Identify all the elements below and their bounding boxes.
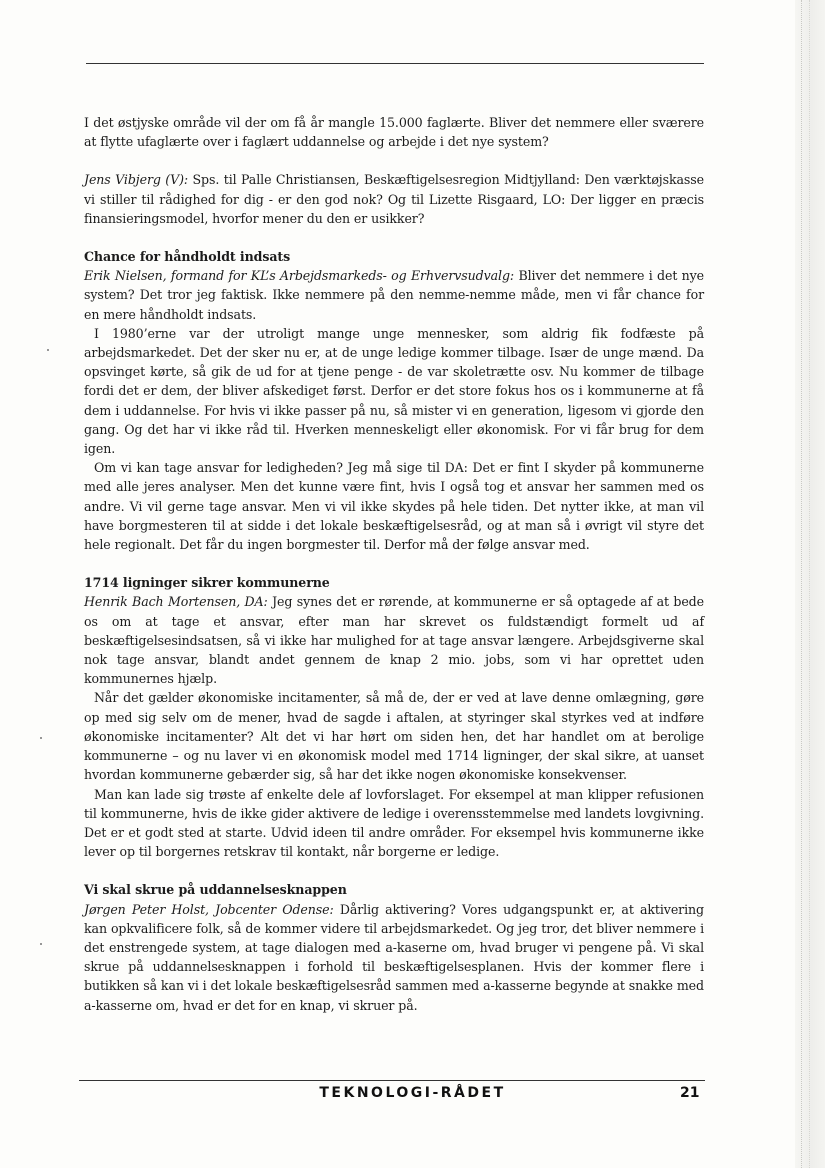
speaker-name: Jørgen Peter Holst, Jobcenter Odense: [84,901,334,917]
paragraph-text: I det østjyske område vil der om få år mangle 15.000 faglærte. Bliver det nemmere eller sværere at flytte ufaglærte over i faglært uddannelse og arbejde i det nye system? [84,115,704,150]
speaker-name: Jens Vibjerg (V): [84,172,189,188]
article-body [84,113,704,1015]
body-paragraph [84,458,704,554]
header-rule [86,63,704,64]
paragraph-text: Om vi kan tage ansvar for ledigheden? Jeg må sige til DA: Det er fint I skyder på kommunerne med alle jeres analyser. Men det kunne være fint, hvis I også tog et ansvar her sammen med os andre. Vi vil gerne tage ansvar. Men vi vil ikke skydes på hele tiden. Det nytter ikke, at man vil have borgmesteren til at sidde i det lokale beskæftigelsesråd, og at man så i øvrigt vil styre det hele regionalt. Det får du ingen borgmester til. Derfor må der følge ansvar med. [84,460,704,553]
paragraph-gap [84,151,704,170]
paragraph-text: Jeg synes det er rørende, at kommunerne er så optagede af at bede os om at tage et ansvar, efter man har skrevet os fuldstændigt formelt ud af beskæftigelsesindsatsen, så vi ikke har mulighed for at tage ansvar længere. Arbejdsgiverne skal nok tage ansvar, blandt andet gennem de knap 2 mio. jobs, som vi har oprettet uden kommunernes hjælp. [84,594,704,687]
scan-speck [47,349,49,351]
paragraph-gap [84,861,704,880]
body-paragraph [84,170,704,228]
body-paragraph [84,113,704,151]
scan-edge-line [809,0,810,1168]
paragraph-text: Når det gælder økonomiske incitamenter, så må de, der er ved at lave denne omlægning, gøre op med sig selv om de mener, hvad de sagde i aftalen, at styringer skal styrkes ved at indføre økonomiske incitamenter? Alt det vi har hørt om siden hen, det har handlet om at berolige kommunerne – og nu laver vi en økonomisk model med 1714 ligninger, der skal sikre, at uanset hvordan kommunerne gebærder sig, så har det ikke nogen økonomiske konsekvenser. [84,690,704,783]
paragraph-text: I 1980’erne var der utroligt mange unge mennesker, som aldrig fik fodfæste på arbejdsmarkedet. Det der sker nu er, at de unge ledige kommer tilbage. Især de unge mænd. Da opsvinget kørte, så gik de ud for at tjene penge - de var skoletrætte osv. Nu kommer de tilbage fordi det er dem, der bliver afskediget først. Derfor er det store fokus hos os i kommunerne at få dem i uddannelse. For hvis vi ikke passer på nu, så mister vi en generation, ligesom vi gjorde den gang. Og det har vi ikke råd til. Hverken menneskeligt eller økonomisk. For vi får brug for dem igen. [84,325,704,457]
speaker-name: Henrik Bach Mortensen, DA: [84,594,268,610]
paragraph-text: Man kan lade sig trøste af enkelte dele af lovforslaget. For eksempel at man klipper refusionen til kommunerne, hvis de ikke gider aktivere de ledige i overensstemmelse med landets lovgivning. Det er et godt sted at starte. Udvid ideen til andre områder. For eksempel hvis kommunerne ikke lever op til borgernes retskrav til kontakt, når borgerne er ledige. [84,786,704,860]
section-heading: Vi skal skrue på uddannelsesknappen [84,882,347,898]
paragraph-gap [84,554,704,573]
body-paragraph [84,900,704,1015]
scan-edge-line [801,0,802,1168]
scan-speck [40,943,42,945]
body-paragraph [84,785,704,862]
body-paragraph [84,324,704,458]
scan-margin-edge [795,0,825,1168]
scan-speck [40,737,42,739]
paragraph-text: Dårlig aktivering? Vores udgangspunkt er, at aktivering kan opkvalificere folk, så de kommer videre til arbejdsmarkedet. Og jeg tror, det bliver nemmere i det enstrengede system, at tage dialogen med a-kaserne om, hvad bruger vi pengene på. Vi skal skrue på uddannelsesknappen i forhold til beskæftigelsesplanen. Hvis der kommer flere i butikken så kan vi i det lokale beskæftigelsesråd sammen med a-kasserne begynde at snakke med a-kasserne om, hvad er det for en knap, vi skruer på. [84,901,704,1013]
paragraph-text: Bliver det nemmere i det nye system? Det tror jeg faktisk. Ikke nemmere på den nemme-nemme måde, men vi får chance for en mere håndholdt indsats. [84,268,705,322]
speaker-name: Erik Nielsen, formand for KL’s Arbejdsmarkeds- og Erhvervsudvalg: [84,268,515,284]
paragraph-gap [84,228,704,247]
paragraph-text: Sps. til Palle Christiansen, Beskæftigelsesregion Midtjylland: Den værktøjskasse vi stiller til rådighed for dig - er den god nok? Og til Lizette Risgaard, LO: Der ligger en præcis finansieringsmodel, hvorfor mener du den er usikker? [84,172,704,226]
page-number: 21 [680,1085,700,1101]
body-paragraph [84,688,704,784]
body-paragraph [84,266,704,324]
section-heading: 1714 ligninger sikrer kommunerne [84,575,330,591]
footer-rule [79,1080,705,1081]
body-paragraph [84,592,704,688]
section-heading: Chance for håndholdt indsats [84,249,291,265]
footer-publisher-title: TEKNOLOGI-RÅDET [319,1085,506,1101]
